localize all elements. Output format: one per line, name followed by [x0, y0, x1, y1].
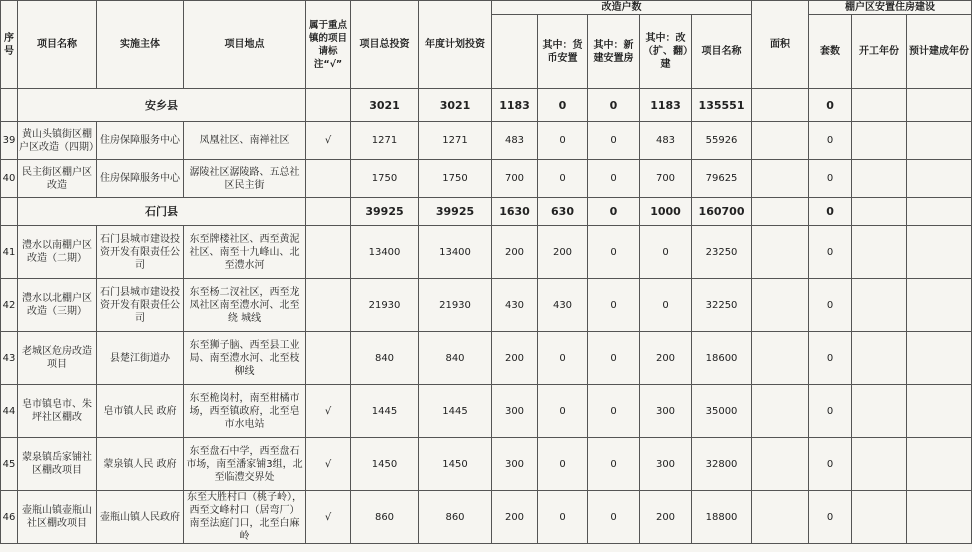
row-project-name: 澧水以南棚户区改造（二期） [18, 226, 97, 279]
row-area: 18600 [692, 332, 752, 385]
row-monetary: 0 [538, 160, 588, 198]
row-monetary: 0 [538, 122, 588, 160]
row-entity: 蒙泉镇人民 政府 [97, 438, 184, 491]
group-new-housing: 0 [588, 89, 640, 122]
row-units: 0 [809, 160, 852, 198]
row-key-town: √ [306, 122, 351, 160]
group-annual: 3021 [419, 89, 492, 122]
row-entity: 住房保障服务中心 [97, 122, 184, 160]
header-hh-total [492, 15, 538, 89]
group-name: 安乡县 [18, 89, 306, 122]
row-key-town: √ [306, 491, 351, 544]
row-total: 1271 [351, 122, 419, 160]
row-annual: 1271 [419, 122, 492, 160]
group-row-shimen [1, 198, 972, 226]
row-project-name: 民主街区棚户区改造 [18, 160, 97, 198]
row-annual: 840 [419, 332, 492, 385]
group-monetary: 0 [538, 89, 588, 122]
group-area: 135551 [692, 89, 752, 122]
row-annual: 13400 [419, 226, 492, 279]
row-area: 32800 [692, 438, 752, 491]
row-seq: 43 [1, 332, 18, 385]
header-annual-invest: 年度计划投资 [419, 1, 492, 89]
table-row [1, 332, 972, 385]
group-renovation: 1183 [640, 89, 692, 122]
row-total: 1450 [351, 438, 419, 491]
row-units: 0 [809, 279, 852, 332]
header-households: 改造户数 [492, 1, 752, 15]
row-annual: 860 [419, 491, 492, 544]
header-area: 面积 [752, 1, 809, 89]
table-row [1, 385, 972, 438]
row-key-town: √ [306, 438, 351, 491]
row-location: 东至杨二汊社区，西至龙凤社区南至澧水河、北至绕 城线 [184, 279, 306, 332]
row-key-town: √ [306, 385, 351, 438]
group-total: 39925 [351, 198, 419, 226]
group-households: 1630 [492, 198, 538, 226]
row-project-name: 澧水以北棚户区改造（三期） [18, 279, 97, 332]
row-new-housing: 0 [588, 332, 640, 385]
row-total: 840 [351, 332, 419, 385]
row-entity: 住房保障服务中心 [97, 160, 184, 198]
row-total: 1445 [351, 385, 419, 438]
row-households: 200 [492, 491, 538, 544]
row-renovation: 700 [640, 160, 692, 198]
row-seq: 42 [1, 279, 18, 332]
row-area: 35000 [692, 385, 752, 438]
header-project-name: 项目名称 [18, 1, 97, 89]
table-row [1, 160, 972, 198]
row-total: 1750 [351, 160, 419, 198]
group-monetary: 630 [538, 198, 588, 226]
row-households: 300 [492, 438, 538, 491]
row-monetary: 0 [538, 491, 588, 544]
header-rs-name: 项目名称 [692, 15, 752, 89]
row-location: 东至狮子脑、西至县工业局、南至澧水河、北至枝柳线 [184, 332, 306, 385]
row-entity: 石门县城市建设投资开发有限责任公司 [97, 226, 184, 279]
header-resettle: 棚户区安置住房建设 [809, 1, 972, 15]
row-key-town [306, 279, 351, 332]
row-project-name: 皂市镇皂市、朱坪社区棚改 [18, 385, 97, 438]
group-area: 160700 [692, 198, 752, 226]
row-new-housing: 0 [588, 279, 640, 332]
row-households: 200 [492, 332, 538, 385]
group-name: 石门县 [18, 198, 306, 226]
header-rs-complete: 预计建成年份 [907, 15, 972, 89]
row-units: 0 [809, 226, 852, 279]
header-total-invest: 项目总投资 [351, 1, 419, 89]
row-units: 0 [809, 491, 852, 544]
row-seq: 39 [1, 122, 18, 160]
row-total: 13400 [351, 226, 419, 279]
row-project-name: 壶瓶山镇壶瓶山社区棚改项目 [18, 491, 97, 544]
row-monetary: 0 [538, 385, 588, 438]
row-location: 东至大胜村口（桃子岭），西至文峰村口（居弯厂）南至法庭门口，北至白麻岭 [184, 491, 306, 544]
row-seq: 44 [1, 385, 18, 438]
row-monetary: 0 [538, 332, 588, 385]
group-total: 3021 [351, 89, 419, 122]
group-new-housing: 0 [588, 198, 640, 226]
row-new-housing: 0 [588, 491, 640, 544]
row-area: 79625 [692, 160, 752, 198]
row-new-housing: 0 [588, 385, 640, 438]
row-renovation: 300 [640, 385, 692, 438]
row-location: 东至牌楼社区、西至黄泥社区、南至十九峰山、北至澧水河 [184, 226, 306, 279]
row-location: 东至桅岗村，南至柑橘市场，西至镇政府，北至皂市水电站 [184, 385, 306, 438]
row-monetary: 0 [538, 438, 588, 491]
row-units: 0 [809, 332, 852, 385]
row-seq: 46 [1, 491, 18, 544]
row-project-name: 老城区危房改造项目 [18, 332, 97, 385]
row-annual: 1445 [419, 385, 492, 438]
row-monetary: 200 [538, 226, 588, 279]
row-total: 21930 [351, 279, 419, 332]
row-renovation: 0 [640, 279, 692, 332]
header-rs-units: 套数 [809, 15, 852, 89]
row-new-housing: 0 [588, 160, 640, 198]
row-households: 300 [492, 385, 538, 438]
row-renovation: 0 [640, 226, 692, 279]
row-project-name: 黄山头镇街区棚户区改造（四期） [18, 122, 97, 160]
header-entity: 实施主体 [97, 1, 184, 89]
row-project-name: 蒙泉镇岳家铺社区棚改项目 [18, 438, 97, 491]
row-entity: 石门县城市建设投资开发有限责任公司 [97, 279, 184, 332]
row-households: 430 [492, 279, 538, 332]
row-annual: 1750 [419, 160, 492, 198]
row-renovation: 200 [640, 491, 692, 544]
header-seq: 序号 [1, 1, 18, 89]
row-area: 23250 [692, 226, 752, 279]
header-monetary: 其中：货币安置 [538, 15, 588, 89]
row-annual: 21930 [419, 279, 492, 332]
row-households: 483 [492, 122, 538, 160]
row-monetary: 430 [538, 279, 588, 332]
row-renovation: 200 [640, 332, 692, 385]
row-key-town [306, 226, 351, 279]
row-units: 0 [809, 122, 852, 160]
row-total: 860 [351, 491, 419, 544]
row-renovation: 300 [640, 438, 692, 491]
row-location: 潺陵社区潺陵路、五总社区民主街 [184, 160, 306, 198]
row-key-town [306, 332, 351, 385]
row-new-housing: 0 [588, 122, 640, 160]
row-households: 200 [492, 226, 538, 279]
table-row [1, 279, 972, 332]
row-households: 700 [492, 160, 538, 198]
row-seq: 45 [1, 438, 18, 491]
group-units: 0 [809, 89, 852, 122]
row-entity: 壶瓶山镇人民政府 [97, 491, 184, 544]
row-renovation: 483 [640, 122, 692, 160]
header-rs-start: 开工年份 [852, 15, 907, 89]
group-units: 0 [809, 198, 852, 226]
row-area: 32250 [692, 279, 752, 332]
table-row [1, 122, 972, 160]
row-units: 0 [809, 438, 852, 491]
row-area: 55926 [692, 122, 752, 160]
row-annual: 1450 [419, 438, 492, 491]
row-area: 18800 [692, 491, 752, 544]
group-renovation: 1000 [640, 198, 692, 226]
group-households: 1183 [492, 89, 538, 122]
header-key-town: 属于重点镇的项目请标注“√” [306, 1, 351, 89]
group-annual: 39925 [419, 198, 492, 226]
header-renovation: 其中：改（扩、翻）建 [640, 15, 692, 89]
table-row [1, 226, 972, 279]
table-row [1, 438, 972, 491]
header-new-housing: 其中：新建安置房 [588, 15, 640, 89]
row-entity: 县楚江街道办 [97, 332, 184, 385]
row-location: 凤凰社区、南禅社区 [184, 122, 306, 160]
row-new-housing: 0 [588, 438, 640, 491]
row-key-town [306, 160, 351, 198]
row-seq: 40 [1, 160, 18, 198]
row-seq: 41 [1, 226, 18, 279]
table-row [1, 491, 972, 544]
row-location: 东至盘石中学，西至盘石市场，南至潘家铺3组，北至临澧交界处 [184, 438, 306, 491]
header-location: 项目地点 [184, 1, 306, 89]
row-new-housing: 0 [588, 226, 640, 279]
row-entity: 皂市镇人民 政府 [97, 385, 184, 438]
group-row-anxiang [1, 89, 972, 122]
row-units: 0 [809, 385, 852, 438]
